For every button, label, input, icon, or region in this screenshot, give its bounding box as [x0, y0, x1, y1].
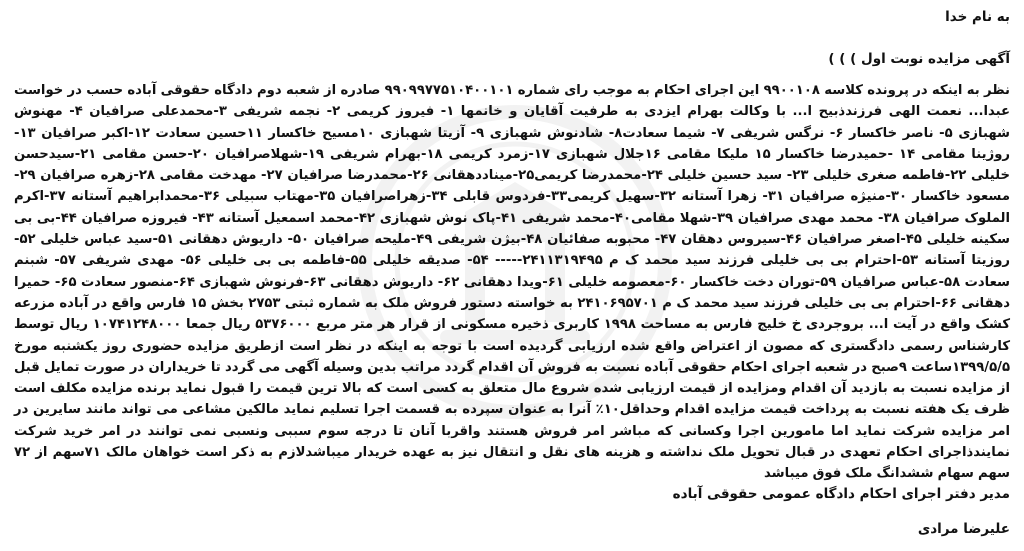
- notice-title: آگهی مزایده نوبت اول ) ) ): [828, 51, 1010, 67]
- notice-body: نظر به اینکه در پرونده کلاسه ۹۹۰۰۱۰۸ این اجرای احکام به موجب رای شماره ۹۹۰۹۹۷۷۵۱۰۴۰۰۱۰۱ صادره از شعبه دوم دادگاه حقوقی آباده حسب در خواست عبدا... نعمت الهی فرزندذبیح ا... با وکالت بهرام ایزدی به طرفیت آقایان و خانمها ۱- فیروز کریمی ۲- نجمه شریفی ۳-محمدعلی صرافیان ۴- مهنوش شهبازی ۵- ناصر خاکسار ۶- نرگس شریفی ۷- شیما سعادت۸- شادنوش شهبازی ۹- آزیتا شهبازی ۱۰مسیح خاکسار ۱۱حسین سعادت ۱۲-اکبر صرافیان ۱۳- روژینا مقامی ۱۴ -حمیدرضا خاکسار ۱۵ ملیکا مقامی ۱۶جلال شهبازی ۱۷-زمرد کریمی ۱۸-بهرام شریفی ۱۹-شهلاصرافیان ۲۰-حسن مقامی ۲۱-سیدحسن خلیلی ۲۲-فاطمه صغری خلیلی ۲۳- سید حسین خلیلی ۲۴-محمدرضا کریمی۲۵-میناددهقانی ۲۶-محمدرضا صرافیان ۲۷- مهدخت مقامی ۲۸-زهره صرافیان ۲۹-مسعود خاکسار ۳۰-منیژه صرافیان ۳۱- زهرا آستانه ۳۲-سهیل کریمی۳۳-فردوس قابلی ۳۴-زهراصرافیان ۳۵-مهتاب سبیلی ۳۶-محمدابراهیم آستانه ۳۷-اکرم الملوک صرافیان ۳۸- محمد مهدی صرافیان ۳۹-شهلا مقامی۴۰-محمد شریفی ۴۱-پاک نوش شهبازی ۴۲-محمد اسمعیل آستانه ۴۳- فیروزه صرافیان ۴۴-بی بی سکینه خلیلی ۴۵-اصغر صرافیان ۴۶-سیروس دهقان ۴۷- محبوبه صفائیان ۴۸-بیژن شریفی ۴۹-ملیحه صرافیان ۵۰- داریوش دهقانی ۵۱-سید عباس خلیلی ۵۲- روزیتا آستانه ۵۳-احترام بی بی خلیلی فرزند سید محمد ک م ۲۴۱۱۳۱۹۴۹۵----- ۵۴- صدیقه خلیلی ۵۵-فاطمه بی بی خلیلی ۵۶- مهدی شریفی ۵۷- شبنم سعادت ۵۸-عباس صرافیان ۵۹-توران دخت خاکسار ۶۰-معصومه خلیلی ۶۱-ویدا دهقانی ۶۲- داریوش دهقانی ۶۳-فرنوش شهبازی ۶۴-منصور سعادت ۶۵- حمیرا دهقانی ۶۶-احترام بی بی خلیلی فرزند سید محمد ک م ۲۴۱۰۶۹۵۷۰۱ به خواسته دستور فروش ملک به شماره ثبتی ۲۷۵۳ بخش ۱۵ فارس واقع در آباده مزرعه کشک واقع در آیت ا... بروجردی خ خلیج فارس به مساحت ۱۹۹۸ کاربری ذخیره مسکونی از قرار هر متر مربع ۵۳۷۶۰۰۰ ریال جمعا ۱۰۷۴۱۲۴۸۰۰۰ ریال توسط کارشناس رسمی دادگستری که مصون از اعتراض واقع شده ارزیابی گردیده است با توجه به اینکه در نظر است ازطریق مزایده حضوری روز یکشنبه مورخ ۱۳۹۹/۵/۵ساعت ۹صبح در شعبه اجرای احکام حقوقی آباده نسبت به فروش آن اقدام گردد مراتب بدین وسیله آگهی می گردد تا خریداران در صورت تمایل قبل از مزایده نسبت به بازدید آن اقدام ومزایده از قیمت ارزیابی شده شروع مال متعلق به کسی است که بالا ترین قیمت را قبول نماید برنده مزایده مکلف است ظرف یک هفته نسبت به پرداخت قیمت مزایده اقدام وحداقل۱۰٪ آنرا به عنوان سپرده به قسمت اجرا تسلیم نماید مالکین مشاعی می تواند مانند سایرین در امر مزایده شرکت نماید اما مامورین اجرا وکسانی که مباشر امر فروش هستند واقربا آنان تا درجه سوم سببی ونسبی نمی توانند در امر خرید شرکت نمایندذاجرای احکام تعهدی در قبال تحویل ملک نداشته و هزینه های نقل و انتقال نیز به عهده خریدار میباشدلازم به ذکر است خواهان مالک ۷۱سهم از ۷۲ سهم سهام ششدانگ ملک فوق میباشد: [14, 83, 1011, 482]
- invocation-line: به نام خدا: [945, 9, 1010, 25]
- notice-document: [14, 8, 1010, 485]
- signature-office: مدیر دفتر اجرای احکام دادگاه عمومی حقوقی آباده: [672, 486, 1010, 502]
- signature-name: علیرضا مرادی: [917, 521, 1010, 537]
